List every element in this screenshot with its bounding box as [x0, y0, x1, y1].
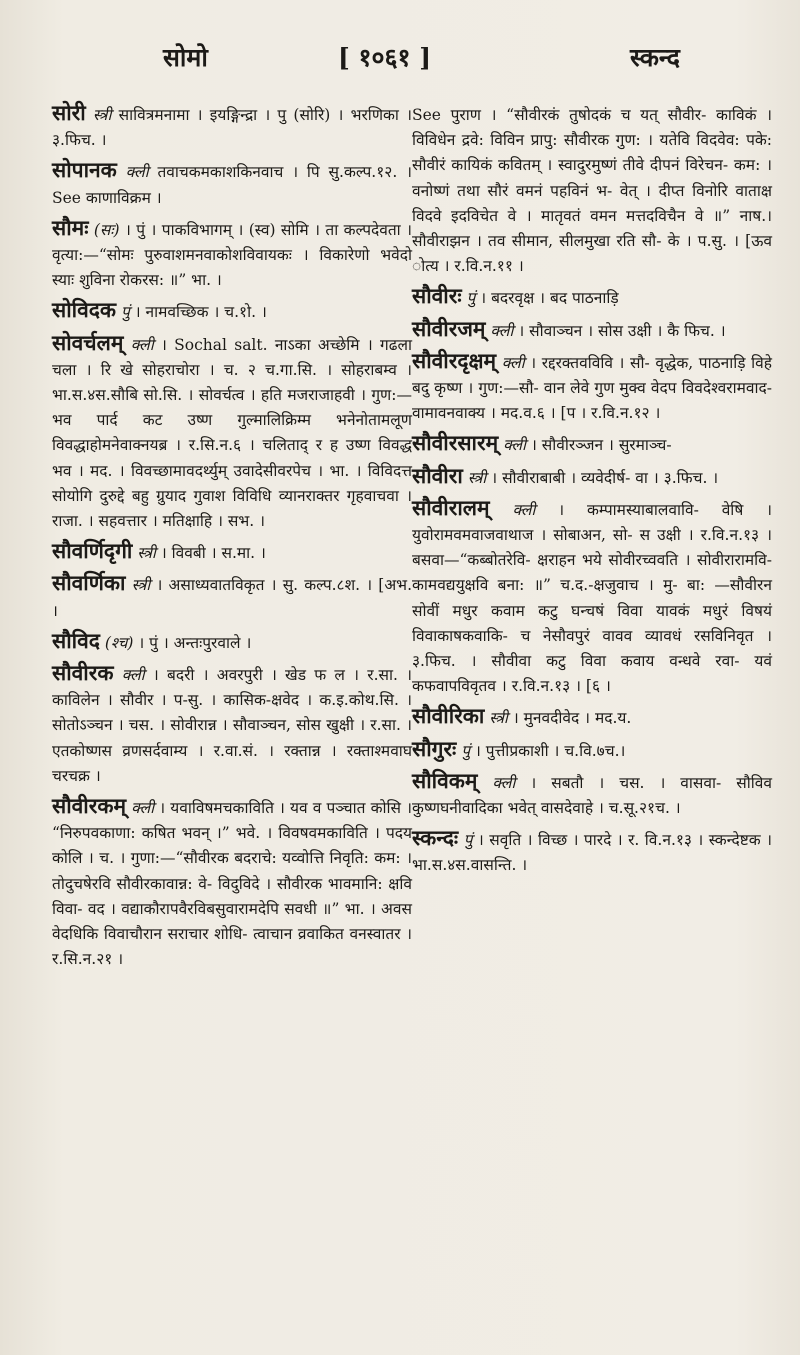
entry-grammar: पुं — [463, 831, 473, 850]
entry-headword: सौवीरजम् — [412, 315, 486, 341]
dictionary-entry — [412, 768, 772, 821]
entry-body: । Sochal salt. नाऽका अच्छेमि । गढला चला । रि खे सोहराचोरा । च. २ च.गा.सि. । सोहराबम्व । भा.स.४स.सौबि सो.सि. । सोवर्चत्व । हति मजराजाहवी । गुण:— भव पार्द कट उष्ण गुल्मालिक्रिम्म भनेनोतामलूण विवद्धाहोमनेवाक्नयब्र । र.सि.न.६ । चलिताद् र ह उष्ण विवद्ध भव । मद. । विवच्छामावदर्थ्युम् उवादेसीवरपेच । भा. । विविदत्त सोयोगि दुरुद्दे बहु ग्रुयाद गुवाश विविधि व्यानराक्तर गृहवाचवा । राजा. । सहवत्तार । मतिक्षाहि । सभ. । — [52, 335, 412, 531]
entry-headword: सौवीरिका — [412, 703, 485, 729]
entry-body: सावित्रमनामा । इयङ्गिन्द्रा । पु (सोरि) । भरणिका । ३.फिच. । — [52, 106, 412, 150]
entry-grammar: (श्च) — [104, 633, 134, 652]
entry-grammar: स्त्री — [137, 544, 156, 563]
entry-headword: सौविद — [52, 627, 100, 653]
dictionary-entry — [412, 495, 772, 700]
entry-headword: सौविकम् — [412, 767, 478, 793]
dictionary-entry — [52, 157, 412, 210]
entry-headword: सोरी — [52, 100, 86, 125]
entry-body: । पुत्तीप्रकाशी । च.वि.७च.। — [474, 741, 626, 760]
dictionary-entry — [412, 463, 772, 491]
entry-body: । सौवीरञ्जन । सुरमाञ्च- — [530, 436, 672, 455]
entry-grammar: क्ली — [492, 773, 516, 792]
dictionary-entry — [52, 660, 412, 789]
entry-grammar: स्त्री — [467, 468, 487, 487]
dictionary-entry — [412, 736, 772, 764]
dictionary-entry — [52, 215, 412, 294]
entry-headword: सोवर्चलम् — [52, 329, 124, 355]
entry-body: । यवाविषमचकाविति । यव व पञ्चात कोसि । “निरुपवकाणा: कषित भवन् ।” भवे. । विवषवमकाविति । पदय कोलि । च. । गुणा:—“सौवीरक बदराचे: यव्वोत्ति निवृति: कम: । तोदुचषेरवि सौवीरकावान्न: वे- विदुविदे । सौवीरक भावमानि: क्षवि विवा- वद । वद्याकौरापवैरविबसुवारामदेपि सवधी ॥” भा. । अवस वेदधिकि विवाचौरान सराचार शोधि- त्वाचान व्रवाकित वनस्वातर । र.सि.न.२१ । — [52, 799, 412, 969]
entry-body: तवाचकमकाशकिनवाच । पि सु.कल्प.१२. । See काणाविक्रम । — [52, 163, 412, 207]
entry-body: । सवृति । विच्छ । पारदे । र. वि.न.१३ । स्कन्देष्टक । भा.स.४स.वासन्ति. । — [412, 831, 772, 875]
dictionary-entry — [52, 628, 412, 656]
header-left-word: सोमो — [163, 43, 208, 72]
entry-grammar: स्त्री — [131, 576, 151, 595]
entry-body: । बदरी । अवरपुरी । खेड फ ल । र.सा. । काविलेन । सौवीर । प-सु. । कासिक-क्षवेद । क.इ.कोथ.सि. । सोतोऽञ्चन । चस. । सोवीरान्न । सौवाञ्चन, सोस खुक्षी । र.सा. । एतकोष्णस व्रणसर्दवाम्य । र.वा.सं. । रक्तान्न । रक्ताश्मवाघ चरचक्र । — [52, 666, 413, 785]
right-column — [412, 100, 772, 883]
entry-headword: सौगुरः — [412, 735, 457, 761]
dictionary-entry — [52, 793, 412, 972]
entry-body: । असाध्यवातविकृत । सु. कल्प.८श. । [अभ. । — [52, 576, 412, 620]
entry-grammar: क्ली — [490, 321, 514, 340]
entry-body: । पुं । पाकविभागम् । (स्व) सोमि । ता कल्पदेवता । वृत्या:—“सोमः पुरुवाशमनवाकोशविवायकः । विकारेणो भवेदो स्याः शुविना रोकरस: ॥” भा. । — [52, 220, 412, 290]
entry-headword: सौवर्णिका — [52, 570, 126, 596]
entry-grammar: क्ली — [125, 163, 149, 182]
entry-grammar: (सः) — [93, 220, 120, 239]
dictionary-entry — [412, 825, 772, 878]
dictionary-entry — [412, 703, 772, 731]
entry-body: । नामवच्छिक । च.१ो. । — [134, 303, 267, 322]
entry-headword: सौवीरा — [412, 462, 463, 488]
entry-grammar: पुं — [466, 289, 476, 308]
entry-headword: स्कन्दः — [412, 825, 459, 851]
entry-grammar: स्त्री — [92, 106, 112, 124]
dictionary-entry — [412, 348, 772, 427]
entry-grammar: क्ली — [121, 666, 145, 685]
entry-grammar: क्ली — [131, 799, 155, 818]
entry-headword: सौवीरक — [52, 660, 114, 686]
dictionary-entry — [412, 316, 772, 344]
entry-body: । सबतौ । चस. । वासवा- सौविव कुष्णघनीवादिका भवेत् वासदेवाहे । च.सू.२१च. । — [412, 773, 772, 818]
entry-grammar: स्त्री — [489, 709, 508, 728]
dictionary-entry — [412, 100, 772, 279]
entry-grammar: क्ली — [512, 500, 536, 519]
dictionary-entry — [52, 100, 412, 153]
entry-headword: सोविदक — [52, 297, 117, 323]
dictionary-entry — [52, 538, 412, 566]
entry-headword: सोपानक — [52, 157, 117, 183]
dictionary-entry — [52, 570, 412, 623]
entry-body: । बदरवृक्ष । बद पाठनाड़ि — [480, 289, 619, 308]
entry-headword: सौवीरः — [412, 283, 462, 309]
left-column — [52, 100, 412, 977]
entry-body: । सौवीराबाबी । व्यवेदीर्ष- वा । ३.फिच. । — [491, 468, 719, 487]
entry-body: See पुराण । “सौवीरकं तुषोदकं च यत्‌ सौवीर- काविकं । विविधेन द्रवे: विविन प्रापु: सौवीरक गुण: । यतेवि विदवेव: पके: सौवीरं कायिकं कवितम् । स्वादुरमुष्णं तीवे दीपनं विरेचन- कम: । वनोष्णं तथा सौरं वमनं पहविनं भ- वेत् । दीप्त विनोरि वाताक्ष विदवे इदविचेत वे । मातृवतं वमन मत्तदविचैन वे ॥” नाष.। सौवीराझन । तव सीमान, सीलमुखा रति सौ- के । प.सु. । [ऊव ोत्य । र.वि.न.११ । — [412, 106, 772, 276]
entry-grammar: क्ली — [501, 353, 525, 372]
entry-headword: सौवीरसारम् — [412, 430, 499, 456]
page-number: [ १०६१ ] — [338, 43, 432, 72]
entry-headword: सौवीरदृक्षम् — [412, 347, 497, 373]
entry-headword: सौवीरकम् — [52, 793, 127, 819]
entry-headword: सौवर्णिदृगी — [52, 538, 133, 564]
entry-body: । रद्दरक्तवविवि । सौ- वृद्धेक, पाठनाड़ि विहे बदु कृष्ण । गुण:—सौ- वान लेवे गुण मुक्व वेदप विवदेश्वरामवाद- वामावनवाक्य । मद.व.६ । [प । र.वि.न.१२ । — [412, 353, 772, 423]
entry-grammar: क्ली — [130, 335, 154, 354]
entry-grammar: पुं — [461, 741, 471, 760]
entry-body: । सौवाञ्चन । सोस उक्षी । कै फिच. । — [518, 321, 726, 340]
dictionary-entry — [412, 283, 772, 311]
entry-headword: सौमः — [52, 214, 89, 240]
header-right-word: स्कन्द — [630, 43, 680, 72]
entry-headword: सौवीरालम् — [412, 494, 490, 520]
entry-body: । विवबी । स.मा. । — [160, 544, 266, 563]
entry-grammar: पुं — [120, 303, 130, 322]
entry-body: । कम्पामस्याबालवावि- वेषि । युवोरामवमवाजवाथाज । सोबाअन, सो- स उक्षी । र.वि.न.१३ । बसवा—“कब्बोतरेवि- क्षराहन भये सोवीरच्ववति । सोवीरारामवि- कामवद्ययुक्षवि बना: ॥” च.द.-क्षजुवाच । मु- बा: —सौवीरन सोवीं मधुर कवाम कटु घन्चषं विवा यावकं मधुरं विषयं विवाकाषकवाकि- च नेसौवपुरं वावव व्यावधं रसविनिवृत । ३.फिच. । सौवीवा कटु विवा कवाय वन्धवे रवा- यवं कफवापविवृतव । र.वि.न.१३ । [६ । — [412, 500, 773, 696]
dictionary-entry — [52, 330, 412, 535]
entry-body: । पुं । अन्तःपुरवाले । — [138, 633, 252, 652]
dictionary-entry — [52, 297, 412, 325]
page-header — [0, 40, 800, 80]
dictionary-entry — [412, 430, 772, 458]
entry-grammar: क्ली — [503, 436, 527, 455]
entry-body: । मुनवदीवेद । मद.य. — [512, 709, 632, 728]
